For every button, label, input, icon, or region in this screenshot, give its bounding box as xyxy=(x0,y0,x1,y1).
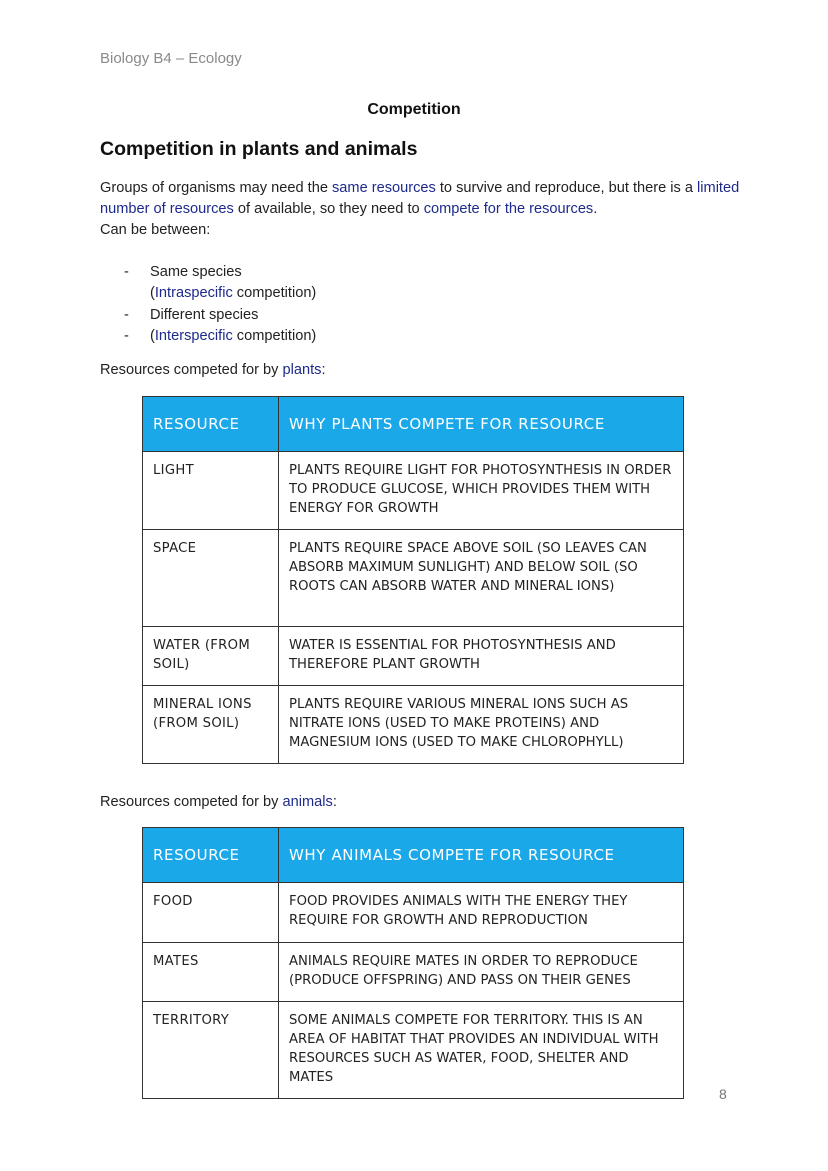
reason-cell: ANIMALS REQUIRE MATES IN ORDER TO REPRODUCE (PRODUCE OFFSPRING) AND PASS ON THEIR GENES xyxy=(279,943,684,1002)
reason-cell: PLANTS REQUIRE SPACE ABOVE SOIL (SO LEAVES CAN ABSORB MAXIMUM SUNLIGHT) AND BELOW SOIL (SO ROOTS CAN ABSORB WATER AND MINERAL IONS) xyxy=(279,530,684,627)
resource-cell: MATES xyxy=(143,943,279,1002)
section-title: Competition xyxy=(367,101,461,118)
page-number: 8 xyxy=(719,1086,727,1102)
highlight-animals: animals xyxy=(282,794,333,810)
plants-label xyxy=(100,362,326,378)
reason-cell: PLANTS REQUIRE LIGHT FOR PHOTOSYNTHESIS IN ORDER TO PRODUCE GLUCOSE, WHICH PROVIDES THEM WITH ENERGY FOR GROWTH xyxy=(279,452,684,530)
list-item-text xyxy=(150,326,500,347)
highlight-intraspecific: Intraspecific xyxy=(154,285,233,302)
resource-cell: WATER (FROM SOIL) xyxy=(143,627,279,686)
intro-text: to survive and reproduce, but there is a xyxy=(435,180,698,196)
highlight-interspecific: Interspecific xyxy=(154,327,233,344)
column-header-resource: RESOURCE xyxy=(143,828,279,883)
plants-resource-table xyxy=(142,396,684,764)
reason-cell: PLANTS REQUIRE VARIOUS MINERAL IONS SUCH AS NITRATE IONS (USED TO MAKE PROTEINS) AND MAGNESIUM IONS (USED TO MAKE CHLOROPHYLL) xyxy=(279,686,684,764)
resource-cell: LIGHT xyxy=(143,452,279,530)
list-item-rest: competition) xyxy=(232,285,317,302)
highlight-same-resources: same resources xyxy=(332,180,436,196)
list-item-text xyxy=(150,283,500,304)
intro-text: Can be between: xyxy=(100,222,211,238)
page-heading: Competition in plants and animals xyxy=(100,138,418,160)
table-row xyxy=(143,883,684,943)
intro-text: . xyxy=(593,201,598,217)
highlight-limited-resources: limited number of resources xyxy=(100,180,740,217)
resource-cell: FOOD xyxy=(143,883,279,943)
list-dash: - xyxy=(124,306,129,323)
list-item xyxy=(100,283,500,304)
table-row xyxy=(143,627,684,686)
table-row xyxy=(143,530,684,627)
animals-resource-table xyxy=(142,827,684,1099)
column-header-why: WHY PLANTS COMPETE FOR RESOURCE xyxy=(279,397,684,452)
list-item xyxy=(100,262,500,283)
highlight-compete: compete for the resources xyxy=(423,201,594,217)
column-header-why: WHY ANIMALS COMPETE FOR RESOURCE xyxy=(279,828,684,883)
competition-types-list xyxy=(100,262,500,347)
list-item-text: Different species xyxy=(150,306,259,323)
resource-cell: SPACE xyxy=(143,530,279,627)
table-row xyxy=(143,1002,684,1099)
intro-text: Groups of organisms may need the xyxy=(100,180,332,196)
label-text: Resources competed for by xyxy=(100,362,283,378)
reason-cell: WATER IS ESSENTIAL FOR PHOTOSYNTHESIS AND THEREFORE PLANT GROWTH xyxy=(279,627,684,686)
column-header-resource: RESOURCE xyxy=(143,397,279,452)
table-row xyxy=(143,943,684,1002)
list-item xyxy=(100,326,500,347)
intro-text: of available, so they need to xyxy=(233,201,424,217)
paren: ( xyxy=(150,285,155,302)
intro-paragraph xyxy=(100,178,740,241)
label-text: : xyxy=(321,362,326,378)
reason-cell: SOME ANIMALS COMPETE FOR TERRITORY. THIS IS AN AREA OF HABITAT THAT PROVIDES AN INDIVIDUAL WITH RESOURCES SUCH AS WATER, FOOD, SHELTER AND MATES xyxy=(279,1002,684,1099)
label-text: : xyxy=(332,794,337,810)
reason-cell: FOOD PROVIDES ANIMALS WITH THE ENERGY THEY REQUIRE FOR GROWTH AND REPRODUCTION xyxy=(279,883,684,943)
table-row xyxy=(143,452,684,530)
list-dash: - xyxy=(124,327,129,344)
label-text: Resources competed for by xyxy=(100,794,283,810)
highlight-plants: plants xyxy=(282,362,322,378)
list-dash-spacer xyxy=(100,283,150,304)
table-row xyxy=(143,686,684,764)
list-item-rest: competition) xyxy=(232,327,317,344)
table-header-row xyxy=(143,397,684,452)
list-dash: - xyxy=(124,264,129,280)
animals-label xyxy=(100,794,337,810)
resource-cell: TERRITORY xyxy=(143,1002,279,1099)
running-header: Biology B4 – Ecology xyxy=(100,50,242,67)
list-item xyxy=(100,305,500,326)
paren: ( xyxy=(150,327,155,344)
list-item-text: Same species xyxy=(150,264,242,280)
table-header-row xyxy=(143,828,684,883)
resource-cell: MINERAL IONS (FROM SOIL) xyxy=(143,686,279,764)
